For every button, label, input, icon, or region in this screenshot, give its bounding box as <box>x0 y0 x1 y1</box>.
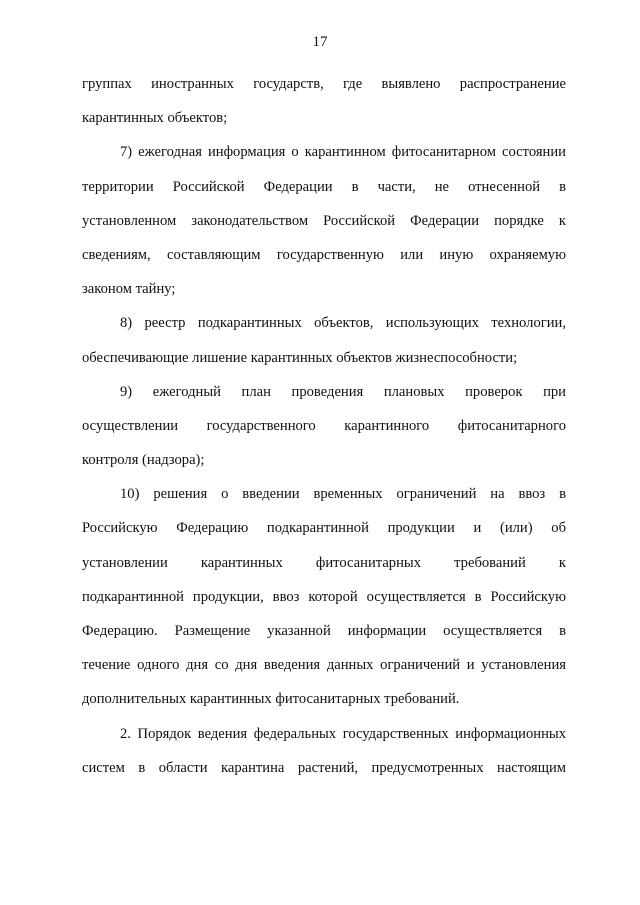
text-line: карантинных объектов; <box>82 110 228 127</box>
document-body <box>82 74 566 792</box>
text-line: законом тайну; <box>82 281 176 298</box>
text-line: 10) решения о введении временных ограничений на ввоз в <box>120 486 566 503</box>
text-line: 2. Порядок ведения федеральных государственных информационных <box>120 725 566 742</box>
text-line: контроля (надзора); <box>82 452 205 469</box>
text-line: установленном законодательством Российской Федерации порядке к <box>82 212 566 229</box>
text-line: 8) реестр подкарантинных объектов, использующих технологии, <box>120 315 566 332</box>
text-line: дополнительных карантинных фитосанитарных требований. <box>82 691 460 708</box>
page-number: 17 <box>312 34 328 50</box>
text-line: территории Российской Федерации в части, не отнесенной в <box>82 178 566 195</box>
text-line: обеспечивающие лишение карантинных объектов жизнеспособности; <box>82 349 518 366</box>
text-line: течение одного дня со дня введения данных ограничений и установления <box>82 657 566 674</box>
text-line: сведениям, составляющим государственную или иную охраняемую <box>82 246 566 263</box>
text-line: осуществлении государственного карантинного фитосанитарного <box>82 417 566 434</box>
text-line: Федерацию. Размещение указанной информации осуществляется в <box>82 623 566 639</box>
text-line: Российскую Федерацию подкарантинной продукции и (или) об <box>82 520 566 537</box>
text-line: подкарантинной продукции, ввоз которой осуществляется в Российскую <box>82 588 566 605</box>
text-line: систем в области карантина растений, предусмотренных настоящим <box>82 759 566 776</box>
text-line: 7) ежегодная информация о карантинном фитосанитарном состоянии <box>120 144 566 161</box>
text-line: группах иностранных государств, где выявлено распространение <box>82 76 566 92</box>
text-line: 9) ежегодный план проведения плановых проверок при <box>120 383 566 400</box>
text-line: установлении карантинных фитосанитарных требований к <box>82 554 566 571</box>
